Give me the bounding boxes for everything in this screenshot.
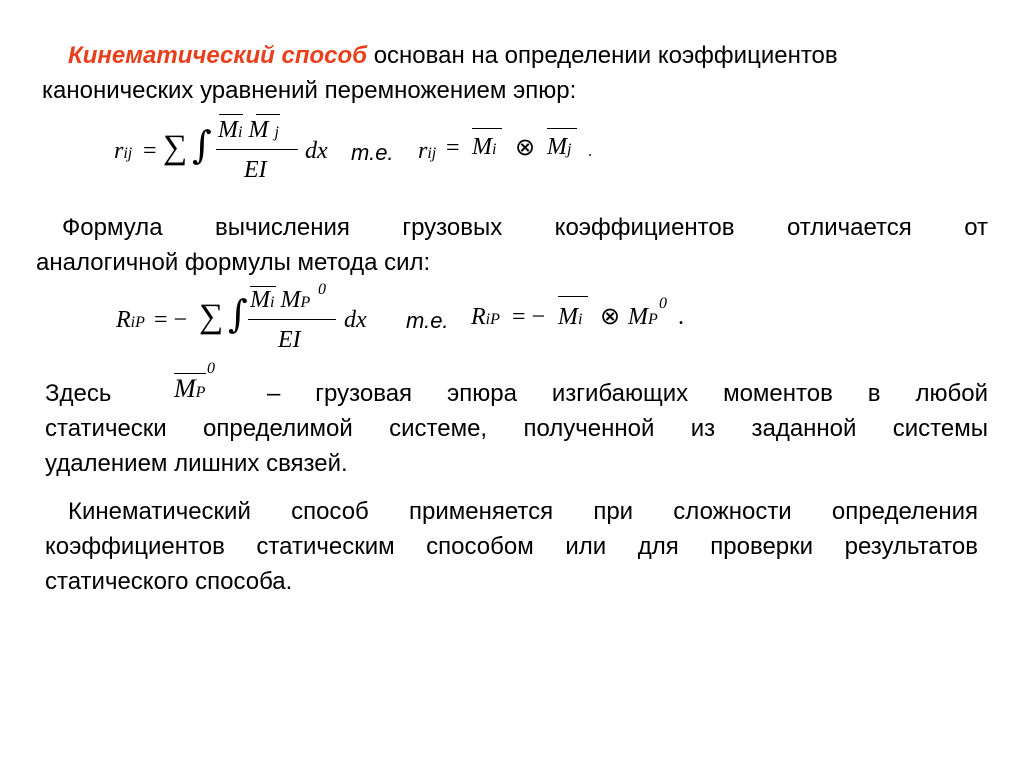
para3-line-3: удалением лишних связей. [45, 450, 348, 477]
f2-num-i: i [270, 294, 275, 311]
para3-line-2: статически определимой системе, полученной из заданной системы [45, 415, 988, 442]
f1-te: т.е. [351, 140, 394, 165]
f2-rhs-i: i [578, 311, 583, 328]
f2-num-p: P [300, 294, 311, 311]
f2-lhs-sub: iP [130, 314, 145, 331]
para4-line-2: коэффициентов статическим способом или для проверки результатов [45, 533, 978, 560]
f2-dx: dx [344, 307, 367, 333]
para3-word: Здесь [45, 380, 112, 407]
f2-rhs-sub: iP [485, 311, 500, 328]
f2-eq: = − [154, 307, 188, 333]
f2-rhs-sup: 0 [659, 295, 667, 312]
f2-te: т.е. [406, 308, 449, 333]
f1-den: EI [244, 157, 267, 183]
f1-rhs-i: i [492, 141, 497, 158]
f2-rhs-p: P [648, 311, 658, 328]
f1-num-m1: M [218, 117, 238, 143]
f2-den: EI [278, 327, 301, 353]
f2-rhs-m2: M [628, 304, 648, 330]
f2-dot: . [678, 304, 684, 330]
para3-m-sup: 0 [207, 360, 215, 377]
f2-rhs-r: R [471, 304, 486, 330]
f2-otimes: ⊗ [600, 304, 621, 330]
f2-lhs: R [116, 307, 131, 333]
intro-accent: Кинематический способ [68, 42, 368, 69]
f1-rhs-m2: M [547, 134, 567, 160]
f1-eq: = [143, 138, 157, 164]
para2-line-2: аналогичной формулы метода сил: [36, 249, 431, 276]
para3-m-sub: P [195, 384, 206, 401]
f1-num-j: j [274, 124, 279, 141]
f1-dx: dx [305, 138, 328, 164]
f1-rhs-m1: M [472, 134, 492, 160]
f1-lhs-sub: ij [123, 145, 133, 162]
f2-int: ∫ [228, 292, 248, 336]
f1-sum: ∑ [163, 129, 188, 166]
f1-rhs-j: j [567, 141, 572, 158]
f1-rhs-sub: ij [427, 145, 437, 162]
f2-rhs-m1: M [558, 304, 578, 330]
f2-sum: ∑ [199, 298, 224, 335]
para2-line-1: Формула вычисления грузовых коэффициентов отличается от [62, 214, 988, 241]
intro-rest: основан на определении коэффициентов [367, 42, 838, 69]
f1-lhs: r [114, 138, 124, 164]
f1-num-i: i [238, 124, 243, 141]
f2-num-m1: M [250, 287, 270, 313]
f2-rhs-eq: = − [512, 304, 546, 330]
para3-line-1: – грузовая эпюра изгибающих моментов в любой [267, 380, 988, 407]
para3-m: M [174, 374, 196, 403]
f1-int: ∫ [192, 123, 212, 167]
f1-otimes: ⊗ [515, 135, 536, 161]
intro-line-2: канонических уравнений перемножением эпюр: [42, 77, 577, 104]
f1-dot: . [588, 143, 592, 160]
f2-num-m2: M [280, 287, 301, 313]
f1-rhs-eq: = [446, 135, 460, 161]
f1-num-m2: M [248, 117, 269, 143]
para4-line-1: Кинематический способ применяется при сложности определения [68, 498, 978, 525]
f2-num-sup: 0 [318, 281, 326, 298]
f1-rhs-r: r [418, 138, 428, 164]
para4-line-3: статического способа. [45, 568, 293, 595]
